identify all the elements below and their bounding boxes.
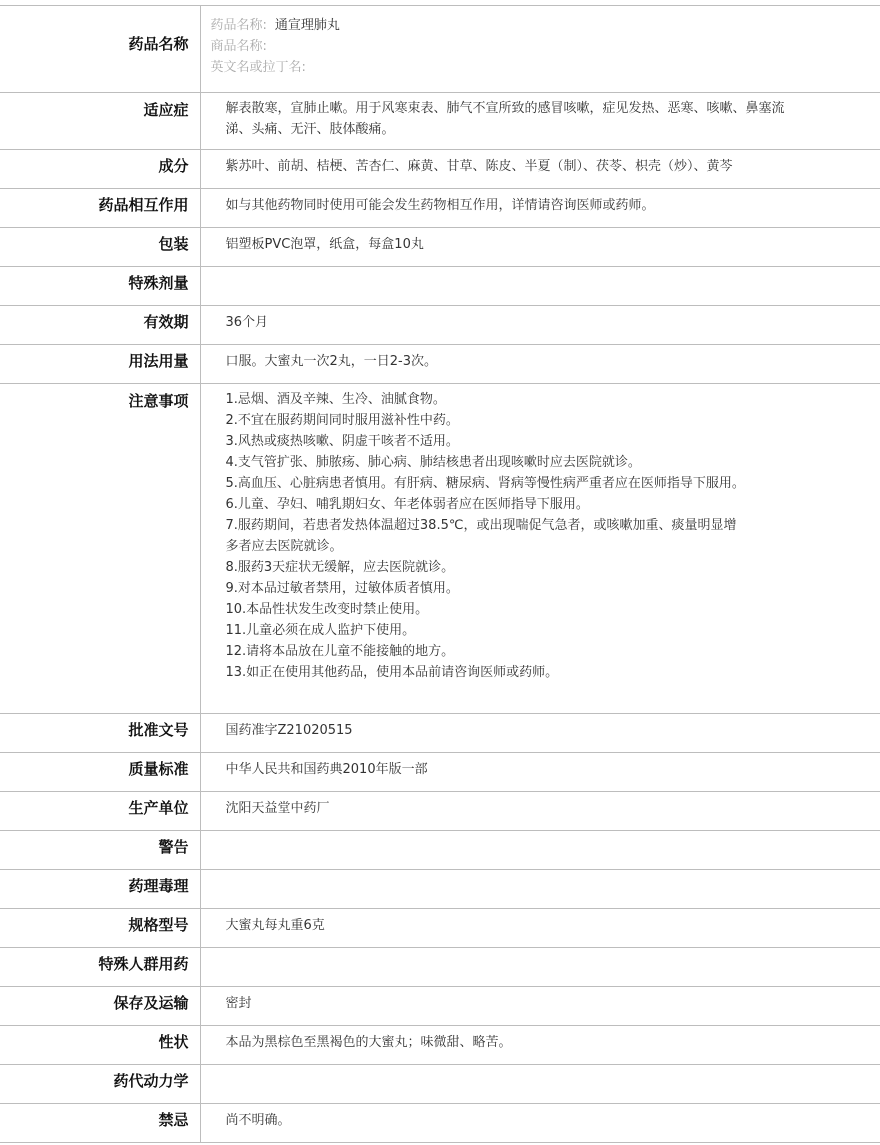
precaution-item: 13.如正在使用其他药品，使用本品前请咨询医师或药师。 (225, 665, 559, 680)
value-contraindications: 尚不明确。 (200, 1104, 880, 1143)
row-specification (0, 909, 880, 948)
drug-name-value: 通宣理肺丸 (274, 18, 340, 33)
precaution-item: 9.对本品过敏者禁用，过敏体质者慎用。 (225, 581, 459, 596)
precaution-item: 11.儿童必须在成人监护下使用。 (225, 623, 416, 638)
row-manufacturer (0, 792, 880, 831)
value-usage: 口服。大蜜丸一次2丸，一日2-3次。 (200, 345, 880, 384)
label-interactions: 药品相互作用 (0, 189, 200, 228)
value-shelf-life: 36个月 (200, 306, 880, 345)
label-special-population: 特殊人群用药 (0, 948, 200, 987)
value-precautions (200, 384, 880, 714)
value-indications: 解表散寒，宣肺止嗽。用于风寒束表、肺气不宣所致的感冒咳嗽，症见发热、恶寒、咳嗽、鼻塞流涕、头痛、无汗、肢体酸痛。 (200, 93, 880, 150)
trade-name-line (211, 36, 871, 57)
label-contraindications: 禁忌 (0, 1104, 200, 1143)
value-manufacturer: 沈阳天益堂中药厂 (200, 792, 880, 831)
label-storage: 保存及运输 (0, 987, 200, 1026)
row-contraindications (0, 1104, 880, 1143)
value-warning (200, 831, 880, 870)
label-standard: 质量标准 (0, 753, 200, 792)
value-approval: 国药准字Z21020515 (200, 714, 880, 753)
label-specification: 规格型号 (0, 909, 200, 948)
value-packaging: 铝塑板PVC泡罩，纸盒，每盒10丸 (200, 228, 880, 267)
value-pharmacology (200, 870, 880, 909)
drug-name-line (211, 15, 871, 36)
drug-name-label: 药品名称: (210, 18, 267, 33)
label-manufacturer: 生产单位 (0, 792, 200, 831)
row-shelf-life (0, 306, 880, 345)
value-interactions: 如与其他药物同时使用可能会发生药物相互作用，详情请咨询医师或药师。 (200, 189, 880, 228)
row-packaging (0, 228, 880, 267)
label-pharmacology: 药理毒理 (0, 870, 200, 909)
precaution-item: 12.请将本品放在儿童不能接触的地方。 (225, 644, 455, 659)
value-special-dosage (200, 267, 880, 306)
label-warning: 警告 (0, 831, 200, 870)
row-pharmacokinetics (0, 1065, 880, 1104)
row-storage (0, 987, 880, 1026)
value-ingredients: 紫苏叶、前胡、桔梗、苦杏仁、麻黄、甘草、陈皮、半夏（制）、茯苓、枳壳（炒）、黄芩 (200, 150, 880, 189)
label-shelf-life: 有效期 (0, 306, 200, 345)
row-standard (0, 753, 880, 792)
label-appearance: 性状 (0, 1026, 200, 1065)
row-ingredients (0, 150, 880, 189)
precaution-item: 7.服药期间，若患者发热体温超过38.5℃，或出现喘促气急者，或咳嗽加重、痰量明显增多者应去医院就诊。 (225, 518, 737, 554)
row-special-dosage (0, 267, 880, 306)
value-pharmacokinetics (200, 1065, 880, 1104)
label-indications: 适应症 (0, 93, 200, 150)
row-warning (0, 831, 880, 870)
trade-name-label: 商品名称: (210, 39, 267, 54)
english-name-line (211, 57, 871, 78)
label-ingredients: 成分 (0, 150, 200, 189)
row-approval (0, 714, 880, 753)
precaution-item: 8.服药3天症状无缓解，应去医院就诊。 (225, 560, 455, 575)
row-interactions (0, 189, 880, 228)
precaution-item: 2.不宜在服药期间同时服用滋补性中药。 (225, 413, 459, 428)
label-pharmacokinetics: 药代动力学 (0, 1065, 200, 1104)
precaution-item: 4.支气管扩张、肺脓疡、肺心病、肺结核患者出现咳嗽时应去医院就诊。 (225, 455, 641, 470)
row-special-population (0, 948, 880, 987)
value-special-population (200, 948, 880, 987)
row-drug-name (0, 6, 880, 93)
precaution-item: 10.本品性状发生改变时禁止使用。 (225, 602, 429, 617)
label-special-dosage: 特殊剂量 (0, 267, 200, 306)
precaution-item: 3.风热或痰热咳嗽、阴虚干咳者不适用。 (225, 434, 459, 449)
english-name-label: 英文名或拉丁名: (210, 60, 306, 75)
label-approval: 批准文号 (0, 714, 200, 753)
precaution-item: 6.儿童、孕妇、哺乳期妇女、年老体弱者应在医师指导下服用。 (225, 497, 589, 512)
drug-spec-table (0, 5, 880, 1143)
row-appearance (0, 1026, 880, 1065)
value-storage: 密封 (200, 987, 880, 1026)
value-drug-name (200, 6, 880, 93)
row-usage (0, 345, 880, 384)
label-precautions: 注意事项 (0, 384, 200, 714)
value-appearance: 本品为黑棕色至黑褐色的大蜜丸；味微甜、略苦。 (200, 1026, 880, 1065)
label-drug-name: 药品名称 (0, 6, 200, 93)
row-indications (0, 93, 880, 150)
row-pharmacology (0, 870, 880, 909)
label-usage: 用法用量 (0, 345, 200, 384)
precaution-item: 5.高血压、心脏病患者慎用。有肝病、糖尿病、肾病等慢性病严重者应在医师指导下服用。 (225, 476, 745, 491)
value-standard: 中华人民共和国药典2010年版一部 (200, 753, 880, 792)
precaution-item: 1.忌烟、酒及辛辣、生冷、油腻食物。 (225, 392, 446, 407)
value-specification: 大蜜丸每丸重6克 (200, 909, 880, 948)
row-precautions (0, 384, 880, 714)
label-packaging: 包装 (0, 228, 200, 267)
